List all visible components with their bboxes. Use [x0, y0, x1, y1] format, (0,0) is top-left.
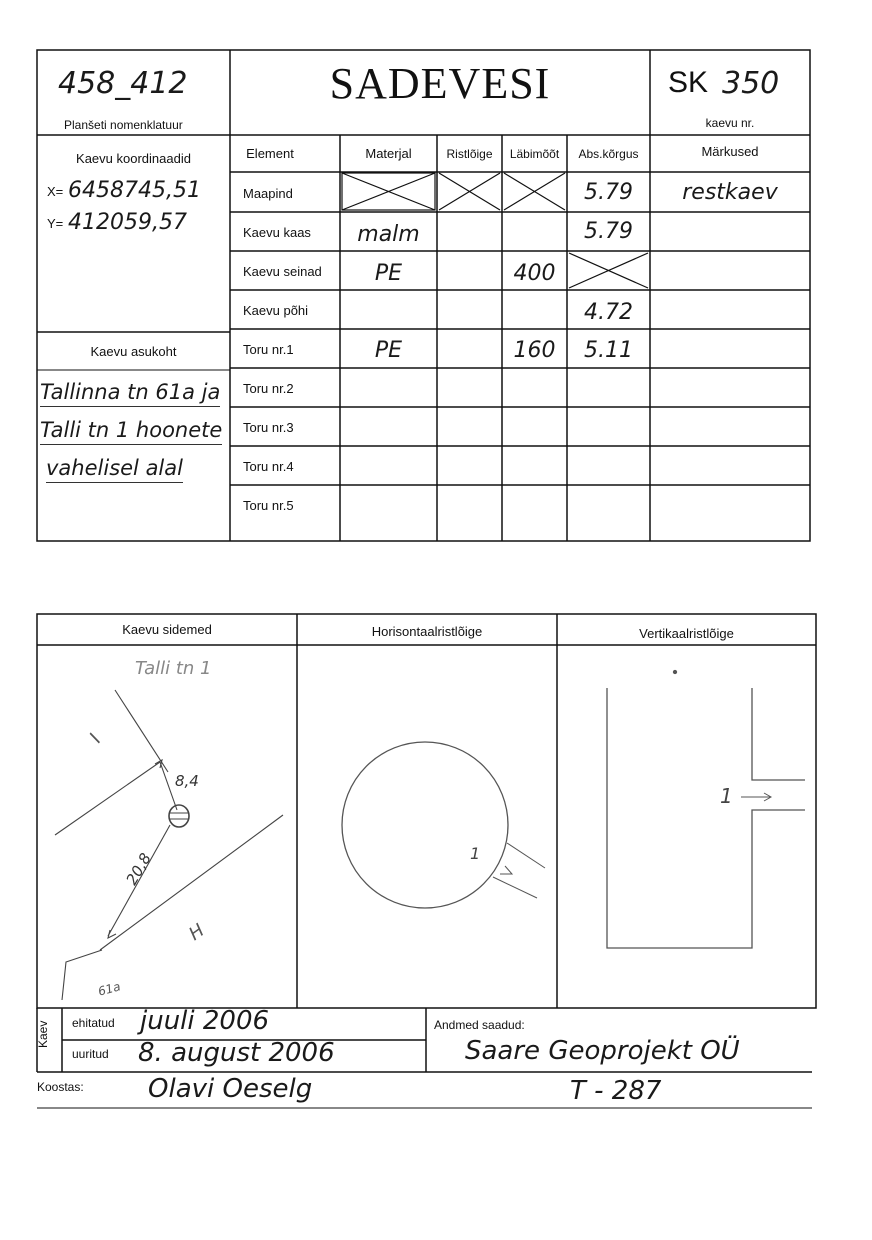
- sketch-header-ties: Kaevu sidemed: [122, 622, 212, 637]
- y-coordinate: 412059,57: [68, 210, 187, 235]
- row-abs-height: 5.79: [584, 219, 633, 244]
- row-material: malm: [357, 221, 420, 247]
- distance-2: 20,8: [122, 850, 155, 888]
- surveyed-value: 8. august 2006: [138, 1038, 335, 1068]
- horizontal-section: [342, 742, 545, 908]
- horizontal-pipe-label: 1: [470, 844, 481, 863]
- row-diameter: 400: [513, 260, 556, 286]
- location-line-2: Talli tn 1 hoonete: [40, 418, 222, 445]
- col-header-cross-section: Ristlõige: [446, 146, 493, 161]
- data-source-value: Saare Geoprojekt OÜ: [465, 1036, 740, 1066]
- well-prefix: SK: [668, 66, 709, 99]
- row-element: Kaevu kaas: [243, 225, 311, 240]
- plansheet-value: 458_412: [58, 66, 188, 101]
- row-element: Maapind: [243, 186, 293, 201]
- compiled-label: Koostas:: [37, 1080, 84, 1094]
- col-header-element: Element: [246, 146, 294, 161]
- sketch-header-horizontal: Horisontaalristlõige: [371, 624, 483, 639]
- row-abs-height: 5.11: [584, 337, 633, 363]
- row-element: Toru nr.2: [243, 381, 294, 396]
- y-label: Y=: [47, 216, 64, 231]
- plansheet-label: Planšeti nomenklatuur: [64, 118, 183, 132]
- built-label: ehitatud: [72, 1016, 115, 1030]
- row-material: PE: [374, 337, 403, 363]
- coordinates-label: Kaevu koordinaadid: [76, 151, 191, 166]
- corner-label: 61a: [96, 979, 123, 999]
- row-element: Toru nr.1: [243, 342, 294, 357]
- row-diameter: 160: [513, 337, 556, 363]
- well-number: 350: [722, 66, 780, 101]
- vertical-section: [607, 671, 805, 949]
- x-label: X=: [47, 184, 64, 199]
- col-header-material: Materjal: [365, 146, 412, 161]
- location-label: Kaevu asukoht: [90, 344, 177, 359]
- col-header-abs-height: Abs.kõrgus: [578, 146, 639, 161]
- row-element: Toru nr.4: [243, 459, 294, 474]
- distance-1: 8,4: [175, 772, 199, 790]
- document-code: T - 287: [570, 1076, 662, 1106]
- row-remarks: restkaev: [682, 179, 778, 205]
- row-abs-height: 4.72: [584, 299, 633, 325]
- vertical-pipe-label: 1: [720, 784, 733, 808]
- sketch-header-vertical: Vertikaalristlõige: [639, 626, 734, 641]
- row-element: Kaevu seinad: [243, 264, 322, 279]
- col-header-diameter: Läbimõõt: [509, 146, 560, 161]
- building-label-upper: I: [85, 730, 106, 747]
- street-label: Talli tn 1: [135, 658, 212, 679]
- row-element: Toru nr.5: [243, 498, 294, 513]
- building-label-lower: H: [185, 920, 209, 945]
- well-number-label: kaevu nr.: [705, 116, 755, 130]
- row-element: Kaevu põhi: [243, 303, 309, 318]
- x-coordinate: 6458745,51: [68, 178, 201, 203]
- location-line-3: vahelisel alal: [46, 456, 183, 483]
- surveyed-label: uuritud: [72, 1047, 109, 1061]
- location-line-1: Tallinna tn 61a ja: [40, 380, 220, 407]
- row-material: PE: [374, 260, 403, 286]
- compiled-value: Olavi Oeselg: [148, 1074, 313, 1104]
- built-value: juuli 2006: [140, 1006, 270, 1036]
- row-abs-height: 5.79: [584, 179, 633, 205]
- col-header-remarks: Märkused: [701, 144, 759, 159]
- page-title: SADEVESI: [329, 59, 551, 108]
- row-element: Toru nr.3: [243, 420, 294, 435]
- data-source-label: Andmed saadud:: [434, 1018, 525, 1032]
